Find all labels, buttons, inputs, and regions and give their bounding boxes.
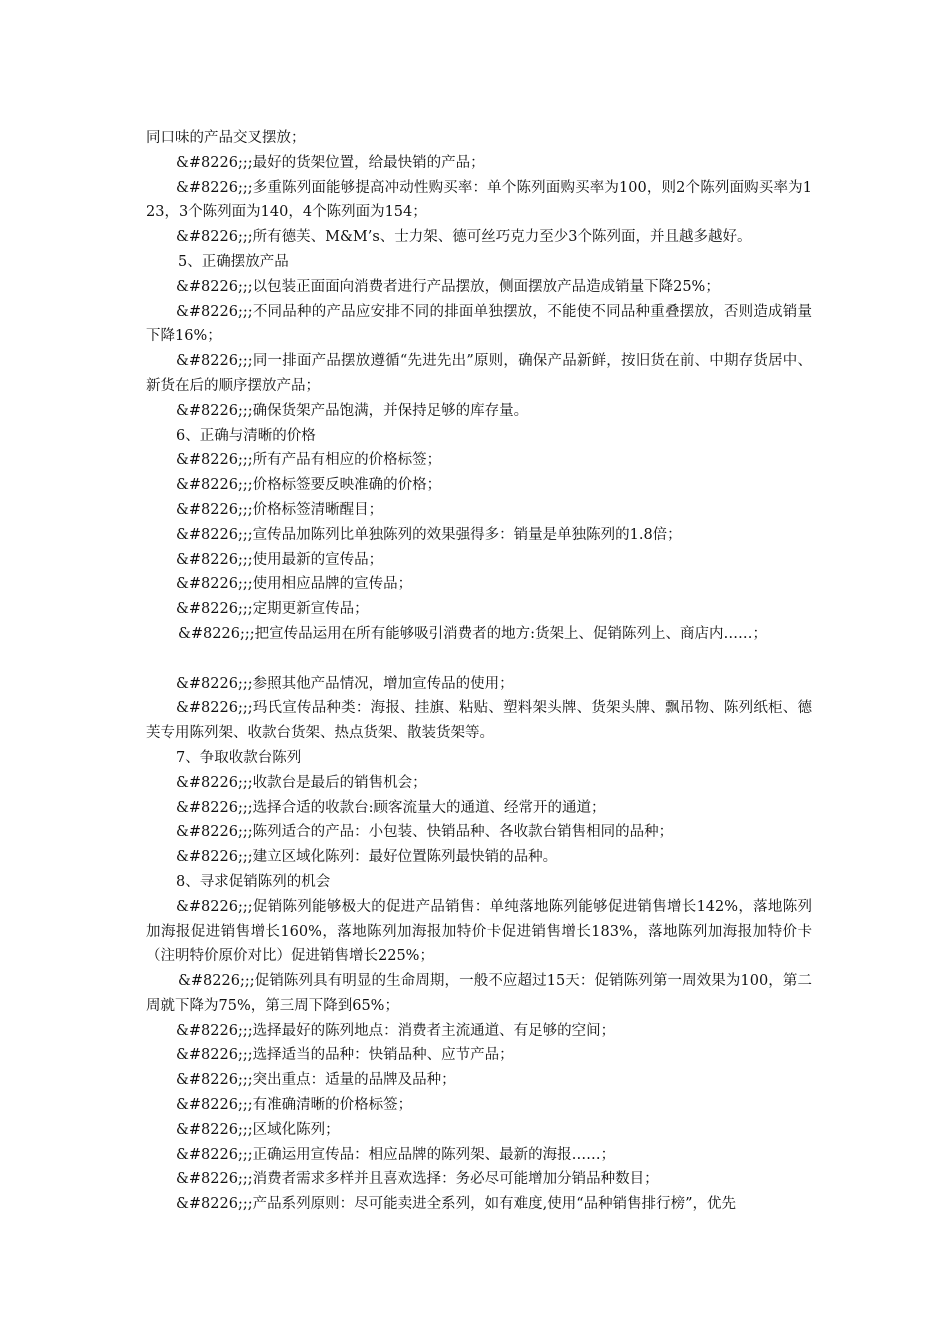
paragraph: &#8226;;;使用最新的宣传品； (176, 551, 384, 568)
paragraph: &#8226;;;同一排面产品摆放遵循“先进先出”原则，确保产品新鲜，按旧货在前、中期存货居中、新货在后的顺序摆放产品； (146, 353, 812, 394)
paragraph: 8、寻求促销陈列的机会 (176, 873, 331, 890)
paragraph: &#8226;;;最好的货架位置，给最快销的产品； (176, 154, 485, 171)
paragraph: &#8226;;;选择适当的品种：快销品种、应节产品； (176, 1047, 514, 1064)
paragraph: &#8226;;;确保货架产品饱满，并保持足够的库存量。 (176, 402, 529, 419)
paragraph: &#8226;;;产品系列原则：尽可能卖进全系列，如有难度,使用“品种销售排行榜”，优先 (176, 1196, 737, 1213)
paragraph: 5、正确摆放产品 (178, 253, 289, 270)
paragraph: &#8226;;;宣传品加陈列比单独陈列的效果强得多：销量是单独陈列的1.8倍； (176, 526, 682, 543)
paragraph: &#8226;;;消费者需求多样并且喜欢选择：务必尽可能增加分销品种数目； (176, 1171, 659, 1188)
paragraph: &#8226;;;定期更新宣传品； (176, 601, 369, 618)
paragraph: 7、争取收款台陈列 (176, 749, 302, 766)
paragraph: &#8226;;;不同品种的产品应安排不同的排面单独摆放，不能使不同品种重叠摆放，否则造成销量下降16%； (146, 303, 812, 345)
blank-line (146, 647, 812, 672)
paragraph: &#8226;;;把宣传品运用在所有能够吸引消费者的地方:货架上、促销陈列上、商店内……； (178, 625, 767, 642)
paragraph: &#8226;;;以包装正面面向消费者进行产品摆放，侧面摆放产品造成销量下降25%； (176, 278, 720, 295)
paragraph: &#8226;;;促销陈列能够极大的促进产品销售：单纯落地陈列能够促进销售增长142%，落地陈列加海报促进销售增长160%，落地陈列加海报加特价卡促进销售增长183%，落地陈列加海报加特价卡（注明特价原价对比）促进销售增长225%； (146, 898, 812, 965)
paragraph: &#8226;;;玛氏宣传品种类：海报、挂旗、粘贴、塑料架头牌、货架头牌、飘吊物、陈列纸柜、德芙专用陈列架、收款台货架、热点货架、散装货架等。 (146, 700, 812, 742)
paragraph: 6、正确与清晰的价格 (176, 427, 316, 444)
paragraph: &#8226;;;选择最好的陈列地点：消费者主流通道、有足够的空间； (176, 1022, 616, 1039)
document-body (146, 126, 812, 1217)
paragraph: &#8226;;;收款台是最后的销售机会； (176, 774, 427, 791)
paragraph: &#8226;;;突出重点：适量的品牌及品种； (176, 1072, 456, 1089)
paragraph: &#8226;;;价格标签要反映准确的价格； (176, 477, 442, 494)
paragraph: &#8226;;;价格标签清晰醒目； (176, 501, 384, 518)
paragraph: &#8226;;;促销陈列具有明显的生命周期，一般不应超过15天：促销陈列第一周效果为100，第二周就下降为75%，第三周下降到65%； (146, 973, 812, 1014)
paragraph: &#8226;;;参照其他产品情况，增加宣传品的使用； (176, 675, 514, 692)
paragraph: &#8226;;;使用相应品牌的宣传品； (176, 576, 413, 593)
paragraph: &#8226;;;所有产品有相应的价格标签； (176, 452, 442, 469)
paragraph: &#8226;;;建立区域化陈列：最好位置陈列最快销的品种。 (176, 849, 558, 866)
paragraph: &#8226;;;所有德芙、M&M’s、士力架、德可丝巧克力至少3个陈列面，并且越多越好。 (176, 229, 752, 246)
paragraph: &#8226;;;选择合适的收款台:顾客流量大的通道、经常开的通道； (176, 799, 606, 816)
paragraph: &#8226;;;有准确清晰的价格标签； (176, 1097, 413, 1114)
paragraph: 同口味的产品交叉摆放； (146, 130, 306, 146)
paragraph: &#8226;;;正确运用宣传品：相应品牌的陈列架、最新的海报……； (176, 1146, 616, 1163)
paragraph: &#8226;;;陈列适合的产品：小包装、快销品种、各收款台销售相同的品种； (176, 824, 674, 841)
paragraph: &#8226;;;多重陈列面能够提高冲动性购买率：单个陈列面购买率为100，则2个陈列面购买率为123，3个陈列面为140，4个陈列面为154； (146, 179, 812, 221)
paragraph: &#8226;;;区域化陈列； (176, 1121, 340, 1138)
